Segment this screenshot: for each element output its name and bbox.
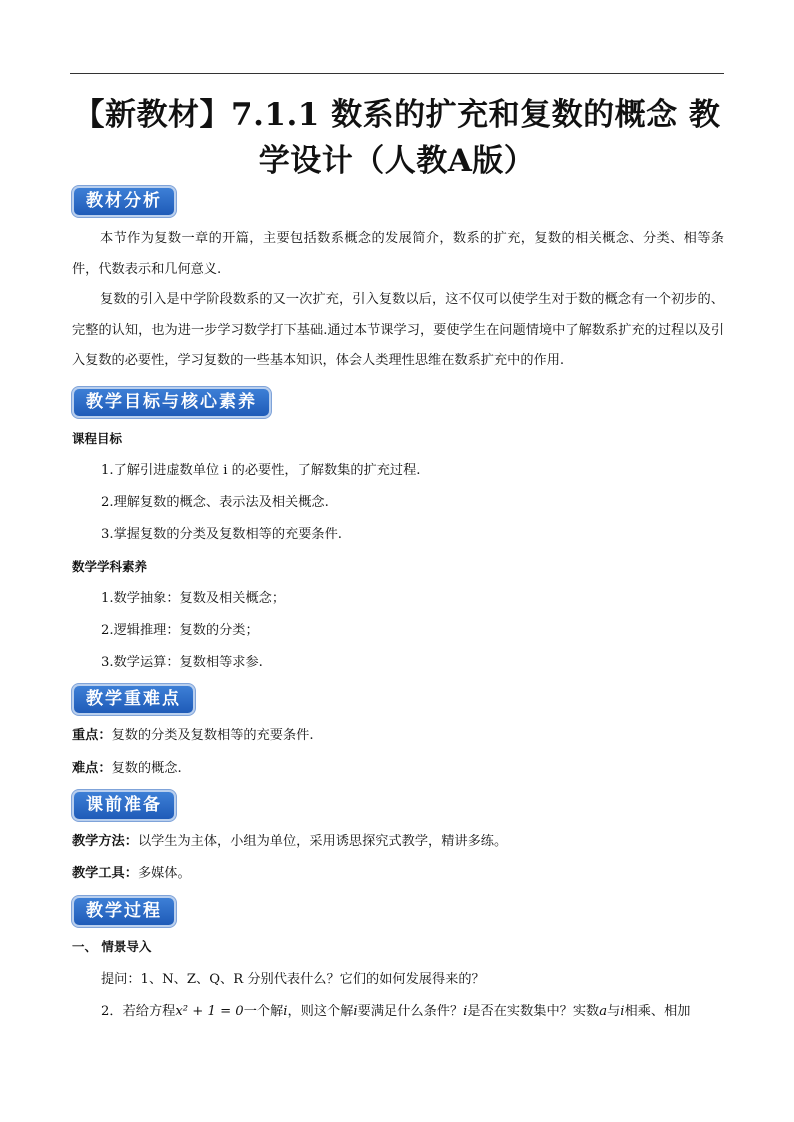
tool-line xyxy=(72,864,191,884)
tool-text: 多媒体。 xyxy=(137,866,191,881)
method-label: 教学方法： xyxy=(72,834,138,849)
variable-i: i xyxy=(353,1004,358,1019)
header-rule xyxy=(70,73,724,74)
course-goal-item: 1.了解引进虚数单位 i 的必要性，了解数集的扩充过程. xyxy=(101,463,421,478)
variable-i: i xyxy=(620,1004,625,1019)
question-2-text: 是否在实数集中？实数 xyxy=(467,1004,600,1019)
section-badge-goals: 教学目标与核心素养 xyxy=(74,389,269,416)
key-point-line xyxy=(72,726,314,746)
section-badge-process: 教学过程 xyxy=(74,898,174,925)
process-heading: 一、 情景导入 xyxy=(72,939,152,954)
key-point-text: 复数的分类及复数相等的充要条件. xyxy=(111,728,314,743)
variable-a: a xyxy=(599,1004,608,1019)
method-line xyxy=(72,832,507,852)
section-badge-prep: 课前准备 xyxy=(74,792,174,819)
question-2-text: 相乘、相加 xyxy=(624,1004,691,1019)
section-badge-key-points: 教学重难点 xyxy=(74,686,193,713)
analysis-paragraph-2: 复数的引入是中学阶段数系的又一次扩充，引入复数以后，这不仅可以使学生对于数的概念有一个初步的、完整的认知，也为进一步学习数学打下基础.通过本节课学习，要使学生在问题情境中了解数系扩充的过程以及引入复数的必要性，学习复数的一些基本知识，体会人类理性思维在数系扩充中的作用. xyxy=(72,292,724,368)
equation: x² + 1 = 0 xyxy=(175,1004,244,1019)
question-2-text: 要满足什么条件？ xyxy=(357,1004,464,1019)
question-1: 提问：1、N、Z、Q、R 分别代表什么？它们的如何发展得来的？ xyxy=(101,972,485,987)
literacy-item: 1.数学抽象：复数及相关概念； xyxy=(101,591,286,606)
tool-label: 教学工具： xyxy=(72,866,138,881)
question-2-text: 与 xyxy=(607,1004,621,1019)
literacy-item: 3.数学运算：复数相等求参. xyxy=(101,655,263,670)
method-text: 以学生为主体，小组为单位，采用诱思探究式教学，精讲多练。 xyxy=(137,834,508,849)
question-2-text: ，则这个解 xyxy=(287,1004,354,1019)
difficulty-label: 难点： xyxy=(72,761,112,776)
question-2-text: 一个解 xyxy=(243,1004,284,1019)
variable-i: i xyxy=(283,1004,288,1019)
difficulty-text: 复数的概念. xyxy=(111,761,182,776)
difficulty-line xyxy=(72,759,182,779)
question-2-text: 2．若给方程 xyxy=(101,1004,176,1019)
course-goal-item: 3.掌握复数的分类及复数相等的充要条件. xyxy=(101,527,342,542)
variable-i: i xyxy=(463,1004,468,1019)
course-goal-item: 2.理解复数的概念、表示法及相关概念. xyxy=(101,495,329,510)
question-2 xyxy=(101,1002,724,1022)
section-badge-analysis: 教材分析 xyxy=(74,188,174,215)
literacy-item: 2.逻辑推理：复数的分类； xyxy=(101,623,259,638)
key-point-label: 重点： xyxy=(72,728,112,743)
course-goals-heading: 课程目标 xyxy=(72,431,123,446)
analysis-paragraph-1: 本节作为复数一章的开篇，主要包括数系概念的发展简介，数系的扩充，复数的相关概念、分类、相等条件，代数表示和几何意义. xyxy=(72,231,724,277)
document-title: 【新教材】7.1.1 数系的扩充和复数的概念 教学设计（人教A版） xyxy=(73,97,721,179)
literacy-heading: 数学学科素养 xyxy=(72,559,148,574)
